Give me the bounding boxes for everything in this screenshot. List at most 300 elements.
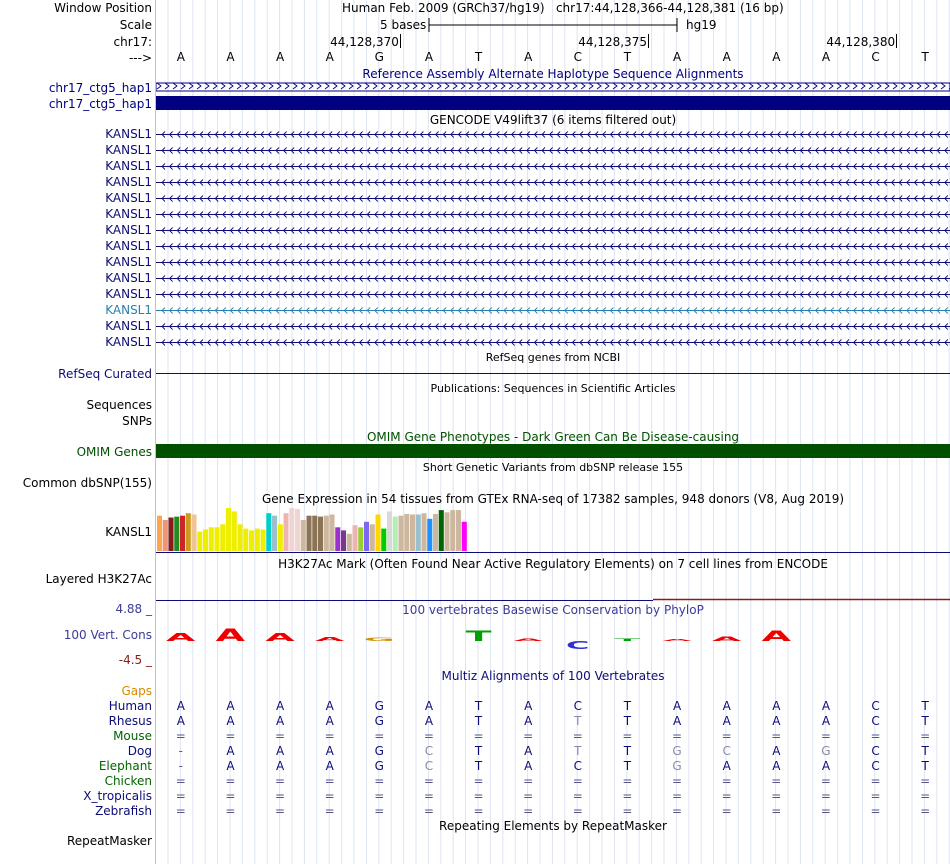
refseq-track-title: RefSeq genes from NCBI (485, 351, 621, 364)
scale-db-text: hg19 (686, 18, 717, 32)
multiz-base: = (820, 789, 831, 803)
gtex-tissue-bar[interactable] (381, 529, 386, 551)
gtex-tissue-bar[interactable] (450, 510, 455, 551)
multiz-base: A (226, 759, 235, 773)
gtex-tissue-bar[interactable] (209, 527, 214, 551)
multiz-base: A (722, 714, 731, 728)
gtex-tissue-bar[interactable] (272, 516, 277, 551)
multiz-base: = (820, 804, 831, 818)
multiz-base: G (374, 744, 384, 758)
refseq-curated-label[interactable]: RefSeq Curated (58, 367, 152, 381)
multiz-base: A (524, 744, 533, 758)
gencode-transcript-line[interactable] (156, 340, 950, 346)
gencode-transcript-line[interactable] (156, 292, 950, 298)
sequence-base: A (821, 50, 831, 64)
gencode-transcript-label[interactable]: KANSL1 (105, 255, 152, 269)
sequence-base: G (374, 50, 384, 64)
multiz-base: A (275, 699, 285, 713)
omim-track-title: OMIM Gene Phenotypes - Dark Green Can Be Disease-causing (366, 430, 740, 444)
gtex-tissue-bar[interactable] (393, 517, 398, 551)
publications-snps-label[interactable]: SNPs (122, 414, 152, 428)
scale-bases-text: 5 bases (380, 18, 427, 32)
h3k27ac-track-title: H3K27Ac Mark (Often Found Near Active Regulatory Elements) on 7 cell lines from ENCODE (278, 557, 828, 571)
multiz-base: = (920, 774, 931, 788)
gencode-track-title: GENCODE V49lift37 (6 items filtered out) (429, 113, 677, 127)
multiz-base: - (178, 759, 183, 773)
gtex-tissue-bar[interactable] (284, 513, 289, 551)
omim-feature-bar[interactable] (156, 444, 950, 458)
gtex-tissue-bar[interactable] (307, 516, 312, 551)
multiz-base: = (920, 729, 931, 743)
multiz-base: = (374, 774, 385, 788)
multiz-base: = (721, 729, 732, 743)
gencode-transcript-line[interactable] (156, 132, 950, 138)
gtex-tissue-bar[interactable] (220, 524, 225, 551)
gencode-transcript-label[interactable]: KANSL1 (105, 271, 152, 285)
sequence-base: T (921, 50, 929, 64)
phylop-base-logo[interactable] (614, 638, 641, 642)
gtex-tissue-bar[interactable] (376, 515, 381, 552)
gtex-tissue-bar[interactable] (174, 517, 179, 551)
phylop-base-logo[interactable] (216, 625, 246, 645)
gencode-transcript-label[interactable]: KANSL1 (105, 191, 152, 205)
alt-haplotype-row-label[interactable]: chr17_ctg5_hap1 (48, 81, 152, 95)
gencode-transcript-line[interactable] (156, 212, 950, 218)
multiz-species-label[interactable]: Dog (127, 744, 152, 758)
sequence-base: C (573, 50, 582, 64)
multiz-base: T (921, 759, 929, 773)
multiz-base: = (324, 774, 335, 788)
multiz-base: A (226, 699, 235, 713)
gtex-tissue-bar[interactable] (278, 524, 283, 551)
multiz-base: = (870, 729, 881, 743)
multiz-base: = (523, 774, 534, 788)
gtex-tissue-bar[interactable] (255, 529, 260, 551)
multiz-base: T (921, 714, 929, 728)
multiz-base: = (622, 729, 633, 743)
multiz-base: = (622, 774, 633, 788)
multiz-base: = (622, 804, 633, 818)
sequence-base: A (524, 50, 533, 64)
multiz-base: = (672, 774, 683, 788)
multiz-base: A (772, 744, 781, 758)
ruler-tick (400, 34, 401, 48)
multiz-base: = (423, 729, 434, 743)
gtex-tissue-bar[interactable] (226, 508, 231, 551)
alt-haplotype-features[interactable] (156, 82, 950, 112)
multiz-base: G (672, 744, 682, 758)
gtex-tissue-bar[interactable] (243, 529, 248, 551)
scale-label: Scale (119, 18, 152, 32)
gtex-tissue-bar[interactable] (215, 527, 220, 551)
multiz-base: = (721, 804, 732, 818)
multiz-base: A (524, 699, 533, 713)
gtex-tissue-bar[interactable] (410, 515, 415, 552)
gtex-tissue-bar[interactable] (422, 513, 427, 551)
gtex-tissue-bar[interactable] (445, 512, 450, 551)
repeatmasker-label[interactable]: RepeatMasker (66, 834, 152, 848)
multiz-base: = (324, 729, 335, 743)
gtex-tissue-bar[interactable] (330, 515, 335, 552)
multiz-base: = (324, 789, 335, 803)
multiz-base: = (870, 789, 881, 803)
multiz-base: = (175, 774, 186, 788)
phylop-base-logo[interactable] (166, 631, 196, 643)
multiz-base: A (722, 699, 731, 713)
svg-text:A: A (761, 627, 792, 645)
gencode-transcript-label[interactable]: KANSL1 (105, 159, 152, 173)
multiz-base: = (473, 729, 484, 743)
multiz-base: = (374, 789, 385, 803)
multiz-base: = (721, 789, 732, 803)
multiz-base: = (721, 774, 732, 788)
phylop-base-logo[interactable] (364, 637, 395, 642)
sequence-base: T (474, 50, 483, 64)
multiz-base: C (871, 714, 880, 728)
gencode-transcript-line[interactable] (156, 148, 950, 154)
svg-text:T: T (614, 637, 641, 642)
multiz-base: G (821, 744, 831, 758)
svg-text:A: A (265, 631, 295, 644)
sequence-base: A (772, 50, 781, 64)
multiz-base: T (574, 714, 582, 728)
multiz-base: A (325, 699, 334, 713)
multiz-base: C (573, 759, 582, 773)
gtex-tissue-bar[interactable] (364, 522, 369, 551)
multiz-base: T (474, 759, 483, 773)
phylop-base-logo[interactable] (265, 631, 295, 643)
multiz-base: = (275, 729, 286, 743)
phylop-base-logo[interactable] (315, 636, 344, 642)
multiz-base: A (524, 759, 533, 773)
dbsnp-track-title: Short Genetic Variants from dbSNP release 155 (422, 461, 684, 474)
multiz-base: = (473, 804, 484, 818)
gtex-tissue-bar[interactable] (169, 518, 174, 552)
repeatmasker-track-title: Repeating Elements by RepeatMasker (439, 819, 667, 833)
gencode-transcript-line[interactable] (156, 324, 950, 330)
multiz-base: T (474, 714, 483, 728)
sequence-base: A (672, 50, 682, 64)
multiz-base: A (821, 714, 831, 728)
gtex-tissue-bar[interactable] (358, 527, 363, 551)
gtex-tissue-bar[interactable] (370, 524, 375, 551)
gencode-transcript-label[interactable]: KANSL1 (105, 143, 152, 157)
gtex-tissue-bar[interactable] (387, 511, 392, 551)
phylop-base-logo[interactable] (566, 638, 589, 650)
multiz-base: A (325, 714, 334, 728)
gtex-tissue-bar[interactable] (301, 520, 306, 551)
phylop-track-title: 100 vertebrates Basewise Conservation by PhyloP (402, 603, 704, 617)
svg-text:A: A (712, 635, 742, 643)
phylop-min-label: -4.5 _ (118, 653, 152, 667)
gtex-tissue-bar[interactable] (197, 532, 202, 551)
svg-text:A: A (513, 637, 543, 642)
multiz-base: = (275, 789, 286, 803)
sequence-base: A (325, 50, 334, 64)
gtex-tissue-bar[interactable] (318, 517, 323, 551)
multiz-base: = (523, 729, 534, 743)
multiz-base: = (771, 804, 782, 818)
multiz-base: C (722, 744, 731, 758)
phylop-base-logo[interactable] (466, 628, 493, 644)
gtex-tissue-bar[interactable] (353, 525, 358, 551)
multiz-base: = (771, 729, 782, 743)
multiz-base: = (175, 789, 186, 803)
multiz-species-label[interactable]: Elephant (98, 759, 152, 773)
chrom-label: chr17: (113, 35, 152, 49)
multiz-base: A (672, 699, 682, 713)
gtex-tissue-bar[interactable] (439, 510, 444, 551)
multiz-base: = (374, 729, 385, 743)
multiz-base: = (820, 774, 831, 788)
sequence-base: T (623, 50, 632, 64)
gtex-tissue-bar[interactable] (249, 530, 254, 551)
h3k27ac-label[interactable]: Layered H3K27Ac (45, 572, 152, 586)
svg-text:A: A (165, 631, 196, 644)
multiz-base: T (623, 744, 632, 758)
multiz-base: A (226, 714, 235, 728)
refseq-feature-line[interactable] (156, 372, 950, 376)
sequence-base: A (176, 50, 185, 64)
multiz-species-label[interactable]: Human (108, 699, 152, 713)
gtex-tissue-bar[interactable] (416, 515, 421, 552)
multiz-species-label[interactable]: Mouse (113, 729, 152, 743)
multiz-base: A (325, 744, 334, 758)
multiz-base: A (325, 759, 334, 773)
multiz-base: T (921, 744, 929, 758)
multiz-base: A (424, 699, 434, 713)
multiz-base: A (772, 699, 781, 713)
gtex-track-title: Gene Expression in 54 tissues from GTEx RNA-seq of 17382 samples, 948 donors (V8, Aug 2019) (261, 492, 845, 506)
h3k27ac-signal[interactable] (156, 598, 950, 602)
gtex-tissue-bar[interactable] (462, 522, 467, 551)
multiz-base: C (871, 699, 880, 713)
gencode-transcript-label[interactable]: KANSL1 (105, 175, 152, 189)
multiz-base: C (573, 699, 582, 713)
gtex-tissue-bar[interactable] (341, 530, 346, 551)
sequence-base: A (722, 50, 731, 64)
alt-haplotype-track-title: Reference Assembly Alternate Haplotype Sequence Alignments (362, 67, 744, 81)
multiz-base: A (424, 714, 434, 728)
multiz-species-label[interactable]: Rhesus (108, 714, 152, 728)
sequence-base: A (226, 50, 235, 64)
multiz-base: G (672, 759, 682, 773)
multiz-base: G (374, 759, 384, 773)
multiz-base: T (623, 759, 632, 773)
multiz-species-label[interactable]: Chicken (104, 774, 152, 788)
gencode-transcript-label[interactable]: KANSL1 (105, 319, 152, 333)
multiz-base: A (524, 714, 533, 728)
phylop-max-label: 4.88 _ (115, 602, 152, 616)
gtex-tissue-bar[interactable] (238, 524, 243, 551)
gencode-transcript-line[interactable] (156, 180, 950, 186)
multiz-base: = (572, 774, 583, 788)
ruler-coordinate-label: 44,128,375 (578, 35, 647, 49)
gencode-transcript-line[interactable] (156, 164, 950, 170)
dbsnp-label[interactable]: Common dbSNP(155) (22, 476, 152, 490)
gtex-expression-bars[interactable] (156, 506, 556, 551)
gencode-transcript-label[interactable]: KANSL1 (105, 335, 152, 349)
ruler-coordinate-label: 44,128,370 (330, 35, 399, 49)
svg-text:A: A (215, 625, 245, 646)
gtex-tissue-bar[interactable] (186, 513, 191, 551)
gencode-transcript-label[interactable]: KANSL1 (105, 127, 152, 141)
gtex-tissue-bar[interactable] (427, 519, 432, 551)
multiz-base: C (871, 744, 880, 758)
multiz-base: G (374, 714, 384, 728)
multiz-base: = (920, 789, 931, 803)
multiz-base: A (226, 744, 235, 758)
phylop-base-logo[interactable] (762, 628, 791, 644)
multiz-species-label[interactable]: Zebrafish (95, 804, 152, 818)
phylop-base-logo[interactable] (662, 639, 692, 642)
phylop-base-logo[interactable] (514, 638, 544, 642)
gencode-transcript-label[interactable]: KANSL1 (105, 239, 152, 253)
multiz-gaps-label[interactable]: Gaps (121, 684, 152, 698)
assembly-position-text: Human Feb. 2009 (GRCh37/hg19) chr17:44,128,366-44,128,381 (16 bp) (342, 1, 784, 15)
window-position-label: Window Position (54, 1, 152, 15)
gtex-tissue-bar[interactable] (295, 509, 300, 551)
multiz-base: = (572, 789, 583, 803)
multiz-base: A (275, 714, 285, 728)
scale-bar (427, 17, 687, 33)
multiz-base: = (672, 804, 683, 818)
multiz-base: T (921, 699, 929, 713)
phylop-track-label[interactable]: 100 Vert. Cons (63, 628, 152, 642)
multiz-base: = (870, 774, 881, 788)
multiz-base: = (225, 789, 236, 803)
multiz-base: T (574, 744, 582, 758)
multiz-base: = (771, 774, 782, 788)
gtex-tissue-bar[interactable] (433, 514, 438, 551)
gtex-tissue-bar[interactable] (192, 515, 197, 552)
multiz-base: G (374, 699, 384, 713)
multiz-base: = (423, 774, 434, 788)
multiz-base: = (275, 774, 286, 788)
multiz-base: A (772, 759, 781, 773)
gencode-transcript-label[interactable]: KANSL1 (105, 223, 152, 237)
gtex-tissue-bar[interactable] (266, 513, 271, 551)
multiz-base: = (324, 804, 335, 818)
gtex-tissue-bar[interactable] (203, 530, 208, 552)
multiz-base: T (623, 699, 632, 713)
multiz-base: A (176, 714, 185, 728)
gtex-tissue-bar[interactable] (312, 516, 317, 551)
multiz-base: = (622, 789, 633, 803)
gtex-tissue-bar[interactable] (261, 530, 266, 552)
multiz-base: = (820, 729, 831, 743)
gencode-transcript-line[interactable] (156, 196, 950, 202)
gencode-transcript-line[interactable] (156, 276, 950, 282)
multiz-base: A (275, 759, 285, 773)
multiz-base: = (175, 729, 186, 743)
svg-text:T: T (465, 627, 492, 645)
multiz-base: = (374, 804, 385, 818)
gencode-transcript-label[interactable]: KANSL1 (105, 207, 152, 221)
multiz-base: = (672, 729, 683, 743)
svg-text:A: A (314, 636, 345, 643)
gtex-tissue-bar[interactable] (232, 511, 237, 551)
gtex-tissue-bar[interactable] (399, 516, 404, 551)
multiz-base: T (474, 744, 483, 758)
multiz-base: = (771, 789, 782, 803)
svg-text:G: G (363, 637, 395, 643)
alt-haplotype-row-label[interactable]: chr17_ctg5_hap1 (48, 97, 152, 111)
multiz-base: A (821, 699, 831, 713)
multiz-base: = (672, 789, 683, 803)
ruler-tick (896, 34, 897, 48)
multiz-base: = (920, 804, 931, 818)
multiz-species-label[interactable]: X_tropicalis (83, 789, 152, 803)
multiz-base: = (473, 774, 484, 788)
publications-track-title: Publications: Sequences in Scientific Articles (430, 382, 676, 395)
multiz-base: = (423, 804, 434, 818)
gencode-transcript-line[interactable] (156, 228, 950, 234)
sequence-base: C (871, 50, 880, 64)
multiz-base: A (275, 744, 285, 758)
phylop-logos[interactable] (156, 622, 950, 662)
gtex-tissue-bar[interactable] (163, 520, 168, 551)
multiz-base: A (176, 699, 185, 713)
multiz-base: = (870, 804, 881, 818)
gencode-transcript-line[interactable] (156, 308, 950, 314)
multiz-base: C (871, 759, 880, 773)
multiz-base: = (225, 774, 236, 788)
phylop-base-logo[interactable] (712, 636, 741, 643)
gtex-gene-label[interactable]: KANSL1 (105, 525, 152, 539)
multiz-base: A (672, 714, 682, 728)
ruler-coordinate-label: 44,128,380 (826, 35, 896, 49)
multiz-base: = (473, 789, 484, 803)
gencode-transcript-line[interactable] (156, 260, 950, 266)
multiz-base: = (225, 729, 236, 743)
multiz-track-title: Multiz Alignments of 100 Vertebrates (441, 669, 665, 683)
sequence-base: A (424, 50, 434, 64)
multiz-base: = (572, 804, 583, 818)
publications-sequences-label[interactable]: Sequences (86, 398, 152, 412)
gtex-tissue-bar[interactable] (289, 508, 294, 551)
omim-genes-label[interactable]: OMIM Genes (76, 445, 152, 459)
gtex-tissue-bar[interactable] (324, 516, 329, 551)
gencode-transcript-label[interactable]: KANSL1 (105, 287, 152, 301)
multiz-base: - (178, 744, 183, 758)
multiz-base: = (423, 789, 434, 803)
multiz-base: = (225, 804, 236, 818)
multiz-base: T (474, 699, 483, 713)
strand-label: ---> (128, 51, 152, 65)
gtex-tissue-bar[interactable] (180, 516, 185, 551)
gtex-tissue-bar[interactable] (347, 534, 352, 551)
multiz-base: = (523, 804, 534, 818)
multiz-base: A (772, 714, 781, 728)
svg-text:C: C (566, 638, 590, 651)
sequence-base: A (275, 50, 285, 64)
gtex-tissue-bar[interactable] (404, 514, 409, 551)
ruler-tick (648, 34, 649, 48)
gtex-tissue-bar[interactable] (335, 527, 340, 551)
multiz-base: = (572, 729, 583, 743)
multiz-base: = (523, 789, 534, 803)
svg-text:A: A (662, 638, 692, 642)
multiz-base: C (424, 744, 434, 758)
gencode-transcripts[interactable] (156, 127, 950, 357)
multiz-base: C (424, 759, 434, 773)
gencode-transcript-line[interactable] (156, 244, 950, 250)
gtex-tissue-bar[interactable] (157, 516, 162, 551)
gencode-transcript-label[interactable]: KANSL1 (105, 303, 152, 317)
multiz-base: = (275, 804, 286, 818)
gtex-tissue-bar[interactable] (456, 510, 461, 551)
